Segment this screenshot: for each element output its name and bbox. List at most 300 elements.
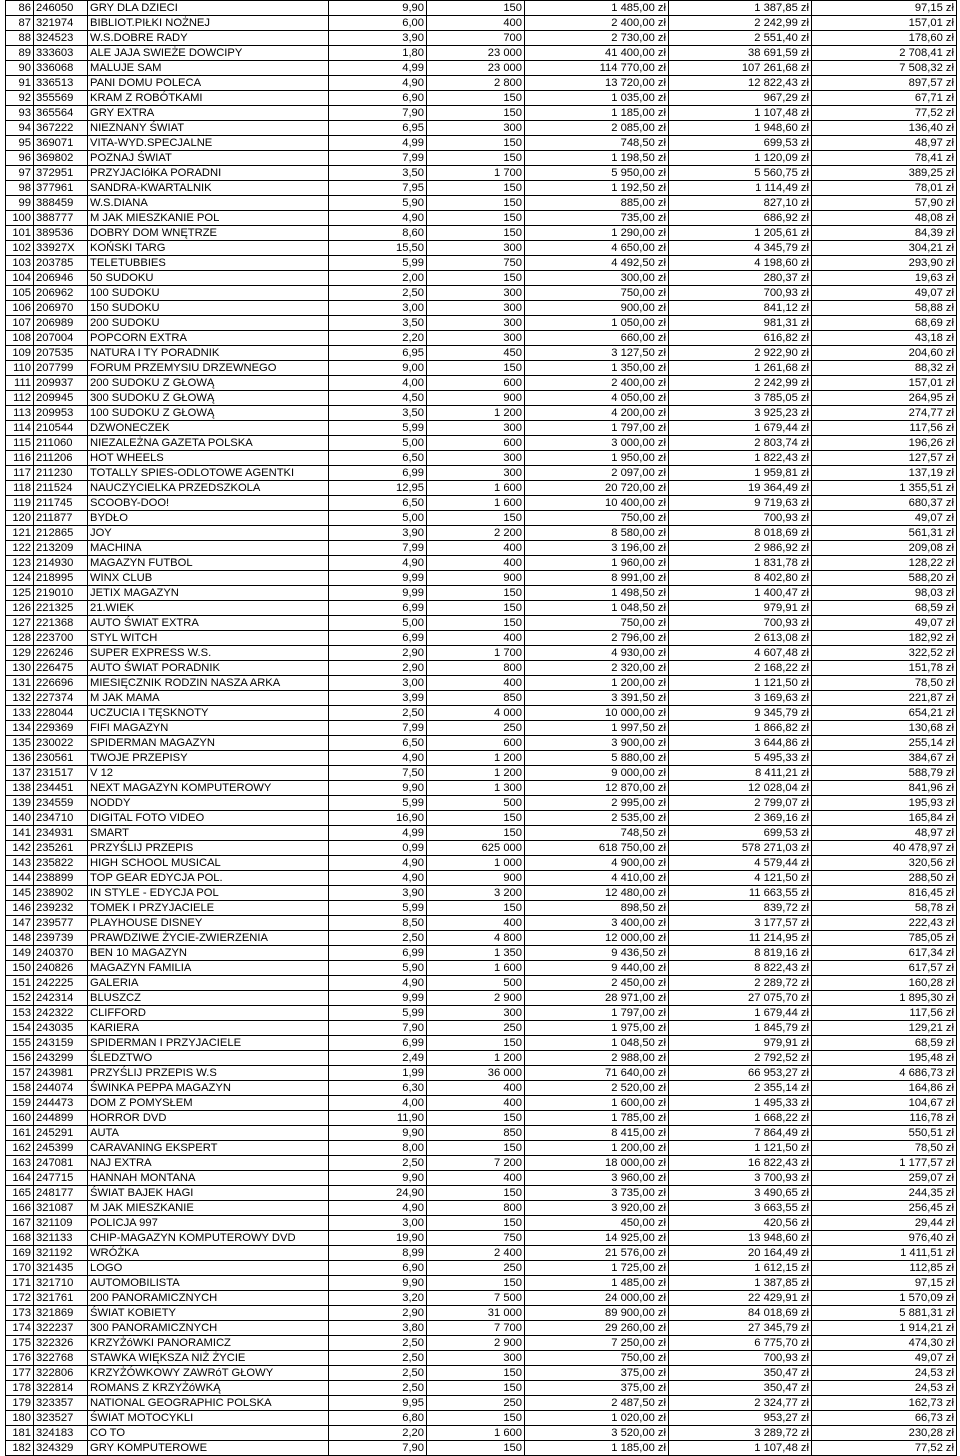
product-code: 243299 <box>34 1051 88 1066</box>
gross-value-cell: 2 995,00 zł <box>525 796 669 811</box>
net-value-cell: 1 121,50 zł <box>669 676 812 691</box>
row-number: 103 <box>6 256 34 271</box>
quantity-cell: 400 <box>427 631 525 646</box>
quantity-cell: 400 <box>427 916 525 931</box>
row-number: 170 <box>6 1261 34 1276</box>
price-cell: 2,50 <box>329 1351 427 1366</box>
title-cell: KRAM Z ROBÓTKAMI <box>88 91 329 106</box>
price-cell: 6,99 <box>329 466 427 481</box>
quantity-cell: 7 500 <box>427 1291 525 1306</box>
net-value-cell: 578 271,03 zł <box>669 841 812 856</box>
title-cell: CHIP-MAGAZYN KOMPUTEROWY DVD <box>88 1231 329 1246</box>
quantity-cell: 150 <box>427 826 525 841</box>
title-cell: AUTO ŚWIAT PORADNIK <box>88 661 329 676</box>
net-value-cell: 4 198,60 zł <box>669 256 812 271</box>
row-number: 124 <box>6 571 34 586</box>
quantity-cell: 23 000 <box>427 61 525 76</box>
net-value-cell: 22 429,91 zł <box>669 1291 812 1306</box>
row-number: 115 <box>6 436 34 451</box>
price-cell: 7,90 <box>329 106 427 121</box>
table-row <box>6 211 957 226</box>
price-cell: 8,50 <box>329 916 427 931</box>
gross-value-cell: 1 185,00 zł <box>525 106 669 121</box>
quantity-cell: 150 <box>427 1186 525 1201</box>
row-number: 89 <box>6 46 34 61</box>
net-value-cell: 2 986,92 zł <box>669 541 812 556</box>
row-number: 128 <box>6 631 34 646</box>
table-row <box>6 721 957 736</box>
vat-cell: 98,03 zł <box>812 586 957 601</box>
product-code: 206946 <box>34 271 88 286</box>
gross-value-cell: 9 436,50 zł <box>525 946 669 961</box>
title-cell: LOGO <box>88 1261 329 1276</box>
quantity-cell: 150 <box>427 91 525 106</box>
product-code: 203785 <box>34 256 88 271</box>
product-code: 323527 <box>34 1411 88 1426</box>
table-row <box>6 1441 957 1456</box>
row-number: 98 <box>6 181 34 196</box>
net-value-cell: 38 691,59 zł <box>669 46 812 61</box>
product-code: 223700 <box>34 631 88 646</box>
price-cell: 4,00 <box>329 1096 427 1111</box>
gross-value-cell: 9 440,00 zł <box>525 961 669 976</box>
product-code: 324183 <box>34 1426 88 1441</box>
title-cell: STYL WITCH <box>88 631 329 646</box>
product-code: 369071 <box>34 136 88 151</box>
product-code: 355569 <box>34 91 88 106</box>
quantity-cell: 750 <box>427 256 525 271</box>
product-code: 221325 <box>34 601 88 616</box>
quantity-cell: 150 <box>427 271 525 286</box>
table-row <box>6 1081 957 1096</box>
product-code: 242314 <box>34 991 88 1006</box>
net-value-cell: 2 803,74 zł <box>669 436 812 451</box>
gross-value-cell: 71 640,00 zł <box>525 1066 669 1081</box>
vat-cell: 130,68 zł <box>812 721 957 736</box>
product-code: 228044 <box>34 706 88 721</box>
product-code: 211060 <box>34 436 88 451</box>
table-row <box>6 151 957 166</box>
product-code: 365564 <box>34 106 88 121</box>
net-value-cell: 616,82 zł <box>669 331 812 346</box>
vat-cell: 274,77 zł <box>812 406 957 421</box>
net-value-cell: 4 607,48 zł <box>669 646 812 661</box>
row-number: 140 <box>6 811 34 826</box>
title-cell: TOTALLY SPIES-ODLOTOWE AGENTKI <box>88 466 329 481</box>
table-row <box>6 991 957 1006</box>
vat-cell: 160,28 zł <box>812 976 957 991</box>
gross-value-cell: 3 960,00 zł <box>525 1171 669 1186</box>
vat-cell: 304,21 zł <box>812 241 957 256</box>
product-code: 322806 <box>34 1366 88 1381</box>
product-code: 227374 <box>34 691 88 706</box>
vat-cell: 816,45 zł <box>812 886 957 901</box>
gross-value-cell: 1 797,00 zł <box>525 421 669 436</box>
row-number: 125 <box>6 586 34 601</box>
net-value-cell: 66 953,27 zł <box>669 1066 812 1081</box>
product-code: 206989 <box>34 316 88 331</box>
row-number: 106 <box>6 301 34 316</box>
title-cell: ŚWIAT KOBIETY <box>88 1306 329 1321</box>
title-cell: KRZYŻóWKI PANORAMICZ <box>88 1336 329 1351</box>
vat-cell: 4 686,73 zł <box>812 1066 957 1081</box>
gross-value-cell: 1 485,00 zł <box>525 1276 669 1291</box>
gross-value-cell: 1 785,00 zł <box>525 1111 669 1126</box>
table-row <box>6 811 957 826</box>
price-cell: 7,99 <box>329 721 427 736</box>
row-number: 86 <box>6 1 34 16</box>
vat-cell: 48,97 zł <box>812 136 957 151</box>
row-number: 111 <box>6 376 34 391</box>
net-value-cell: 1 495,33 zł <box>669 1096 812 1111</box>
net-value-cell: 280,37 zł <box>669 271 812 286</box>
quantity-cell: 600 <box>427 376 525 391</box>
gross-value-cell: 2 320,00 zł <box>525 661 669 676</box>
gross-value-cell: 21 576,00 zł <box>525 1246 669 1261</box>
table-row <box>6 1066 957 1081</box>
net-value-cell: 11 663,55 zł <box>669 886 812 901</box>
net-value-cell: 20 164,49 zł <box>669 1246 812 1261</box>
product-code: 238899 <box>34 871 88 886</box>
table-row <box>6 601 957 616</box>
product-code: 211206 <box>34 451 88 466</box>
product-code: 240370 <box>34 946 88 961</box>
net-value-cell: 16 822,43 zł <box>669 1156 812 1171</box>
table-row <box>6 196 957 211</box>
table-row <box>6 1351 957 1366</box>
vat-cell: 129,21 zł <box>812 1021 957 1036</box>
net-value-cell: 953,27 zł <box>669 1411 812 1426</box>
product-code: 322768 <box>34 1351 88 1366</box>
gross-value-cell: 5 880,00 zł <box>525 751 669 766</box>
title-cell: NODDY <box>88 796 329 811</box>
gross-value-cell: 4 492,50 zł <box>525 256 669 271</box>
vat-cell: 785,05 zł <box>812 931 957 946</box>
table-row <box>6 241 957 256</box>
product-code: 226246 <box>34 646 88 661</box>
row-number: 94 <box>6 121 34 136</box>
gross-value-cell: 12 000,00 zł <box>525 931 669 946</box>
vat-cell: 48,08 zł <box>812 211 957 226</box>
title-cell: 100 SUDOKU Z GŁOWĄ <box>88 406 329 421</box>
quantity-cell: 150 <box>427 211 525 226</box>
net-value-cell: 1 668,22 zł <box>669 1111 812 1126</box>
price-cell: 6,99 <box>329 601 427 616</box>
price-cell: 6,50 <box>329 451 427 466</box>
title-cell: NATURA I TY PORADNIK <box>88 346 329 361</box>
gross-value-cell: 1 997,50 zł <box>525 721 669 736</box>
title-cell: HIGH SCHOOL MUSICAL <box>88 856 329 871</box>
quantity-cell: 300 <box>427 1351 525 1366</box>
product-code: 333603 <box>34 46 88 61</box>
gross-value-cell: 300,00 zł <box>525 271 669 286</box>
net-value-cell: 2 324,77 zł <box>669 1396 812 1411</box>
gross-value-cell: 2 097,00 zł <box>525 466 669 481</box>
table-row <box>6 271 957 286</box>
price-cell: 9,99 <box>329 991 427 1006</box>
gross-value-cell: 1 725,00 zł <box>525 1261 669 1276</box>
title-cell: DOBRY DOM WNĘTRZE <box>88 226 329 241</box>
net-value-cell: 1 400,47 zł <box>669 586 812 601</box>
gross-value-cell: 1 048,50 zł <box>525 601 669 616</box>
title-cell: FIFI MAGAZYN <box>88 721 329 736</box>
quantity-cell: 450 <box>427 346 525 361</box>
quantity-cell: 150 <box>427 586 525 601</box>
title-cell: NAUCZYCIELKA PRZEDSZKOLA <box>88 481 329 496</box>
title-cell: SMART <box>88 826 329 841</box>
row-number: 167 <box>6 1216 34 1231</box>
table-row <box>6 331 957 346</box>
table-row <box>6 751 957 766</box>
vat-cell: 49,07 zł <box>812 616 957 631</box>
price-cell: 7,95 <box>329 181 427 196</box>
table-row <box>6 481 957 496</box>
product-code: 211524 <box>34 481 88 496</box>
price-cell: 3,90 <box>329 526 427 541</box>
row-number: 169 <box>6 1246 34 1261</box>
gross-value-cell: 1 048,50 zł <box>525 1036 669 1051</box>
product-code: 389536 <box>34 226 88 241</box>
gross-value-cell: 2 400,00 zł <box>525 16 669 31</box>
vat-cell: 78,41 zł <box>812 151 957 166</box>
quantity-cell: 300 <box>427 286 525 301</box>
quantity-cell: 36 000 <box>427 1066 525 1081</box>
title-cell: HORROR DVD <box>88 1111 329 1126</box>
vat-cell: 550,51 zł <box>812 1126 957 1141</box>
product-code: 244899 <box>34 1111 88 1126</box>
quantity-cell: 150 <box>427 361 525 376</box>
gross-value-cell: 1 050,00 zł <box>525 316 669 331</box>
product-code: 242322 <box>34 1006 88 1021</box>
gross-value-cell: 8 580,00 zł <box>525 526 669 541</box>
net-value-cell: 8 819,16 zł <box>669 946 812 961</box>
net-value-cell: 2 355,14 zł <box>669 1081 812 1096</box>
net-value-cell: 1 261,68 zł <box>669 361 812 376</box>
table-row <box>6 1366 957 1381</box>
gross-value-cell: 41 400,00 zł <box>525 46 669 61</box>
vat-cell: 58,78 zł <box>812 901 957 916</box>
gross-value-cell: 2 400,00 zł <box>525 376 669 391</box>
vat-cell: 1 355,51 zł <box>812 481 957 496</box>
vat-cell: 104,67 zł <box>812 1096 957 1111</box>
quantity-cell: 150 <box>427 901 525 916</box>
vat-cell: 196,26 zł <box>812 436 957 451</box>
row-number: 151 <box>6 976 34 991</box>
title-cell: UCZUCIA I TĘSKNOTY <box>88 706 329 721</box>
quantity-cell: 150 <box>427 1111 525 1126</box>
net-value-cell: 3 644,86 zł <box>669 736 812 751</box>
price-cell: 5,00 <box>329 436 427 451</box>
title-cell: TOP GEAR EDYCJA POL. <box>88 871 329 886</box>
row-number: 112 <box>6 391 34 406</box>
net-value-cell: 3 490,65 zł <box>669 1186 812 1201</box>
vat-cell: 244,35 zł <box>812 1186 957 1201</box>
gross-value-cell: 375,00 zł <box>525 1381 669 1396</box>
title-cell: 21.WIEK <box>88 601 329 616</box>
row-number: 122 <box>6 541 34 556</box>
product-code: 206962 <box>34 286 88 301</box>
product-code: 321435 <box>34 1261 88 1276</box>
price-cell: 4,50 <box>329 391 427 406</box>
quantity-cell: 300 <box>427 301 525 316</box>
price-cell: 6,90 <box>329 91 427 106</box>
row-number: 129 <box>6 646 34 661</box>
title-cell: BLUSZCZ <box>88 991 329 1006</box>
quantity-cell: 4 800 <box>427 931 525 946</box>
title-cell: JOY <box>88 526 329 541</box>
product-code: 238902 <box>34 886 88 901</box>
table-row <box>6 1276 957 1291</box>
row-number: 148 <box>6 931 34 946</box>
price-cell: 1,80 <box>329 46 427 61</box>
row-number: 113 <box>6 406 34 421</box>
quantity-cell: 600 <box>427 436 525 451</box>
data-table <box>5 0 957 1456</box>
title-cell: SCOOBY-DOO! <box>88 496 329 511</box>
gross-value-cell: 750,00 zł <box>525 616 669 631</box>
product-code: 221368 <box>34 616 88 631</box>
price-cell: 9,90 <box>329 1276 427 1291</box>
net-value-cell: 1 679,44 zł <box>669 421 812 436</box>
row-number: 99 <box>6 196 34 211</box>
title-cell: ALE JAJA SWIEŻE DOWCIPY <box>88 46 329 61</box>
product-code: 372951 <box>34 166 88 181</box>
table-row <box>6 706 957 721</box>
product-code: 321109 <box>34 1216 88 1231</box>
quantity-cell: 1 600 <box>427 481 525 496</box>
quantity-cell: 400 <box>427 1096 525 1111</box>
quantity-cell: 23 000 <box>427 46 525 61</box>
row-number: 108 <box>6 331 34 346</box>
vat-cell: 29,44 zł <box>812 1216 957 1231</box>
gross-value-cell: 4 200,00 zł <box>525 406 669 421</box>
net-value-cell: 4 121,50 zł <box>669 871 812 886</box>
net-value-cell: 841,12 zł <box>669 301 812 316</box>
product-code: 207004 <box>34 331 88 346</box>
gross-value-cell: 900,00 zł <box>525 301 669 316</box>
vat-cell: 78,01 zł <box>812 181 957 196</box>
net-value-cell: 3 925,23 zł <box>669 406 812 421</box>
quantity-cell: 1 700 <box>427 166 525 181</box>
title-cell: W.S.DOBRE RADY <box>88 31 329 46</box>
table-row <box>6 1261 957 1276</box>
gross-value-cell: 3 000,00 zł <box>525 436 669 451</box>
product-code: 234710 <box>34 811 88 826</box>
price-cell: 5,99 <box>329 901 427 916</box>
row-number: 126 <box>6 601 34 616</box>
row-number: 174 <box>6 1321 34 1336</box>
row-number: 120 <box>6 511 34 526</box>
quantity-cell: 150 <box>427 811 525 826</box>
vat-cell: 897,57 zł <box>812 76 957 91</box>
product-code: 234559 <box>34 796 88 811</box>
gross-value-cell: 3 400,00 zł <box>525 916 669 931</box>
table-row <box>6 646 957 661</box>
quantity-cell: 300 <box>427 451 525 466</box>
quantity-cell: 300 <box>427 421 525 436</box>
net-value-cell: 1 612,15 zł <box>669 1261 812 1276</box>
quantity-cell: 150 <box>427 1036 525 1051</box>
product-code: 244074 <box>34 1081 88 1096</box>
net-value-cell: 4 579,44 zł <box>669 856 812 871</box>
price-cell: 5,99 <box>329 256 427 271</box>
quantity-cell: 900 <box>427 571 525 586</box>
vat-cell: 1 177,57 zł <box>812 1156 957 1171</box>
net-value-cell: 839,72 zł <box>669 901 812 916</box>
product-code: 234931 <box>34 826 88 841</box>
title-cell: SUPER EXPRESS W.S. <box>88 646 329 661</box>
title-cell: TWOJE PRZEPISY <box>88 751 329 766</box>
table-row <box>6 1231 957 1246</box>
row-number: 121 <box>6 526 34 541</box>
title-cell: W.S.DIANA <box>88 196 329 211</box>
gross-value-cell: 750,00 zł <box>525 511 669 526</box>
price-cell: 6,90 <box>329 1261 427 1276</box>
gross-value-cell: 450,00 zł <box>525 1216 669 1231</box>
quantity-cell: 900 <box>427 391 525 406</box>
net-value-cell: 1 120,09 zł <box>669 151 812 166</box>
table-row <box>6 181 957 196</box>
net-value-cell: 3 289,72 zł <box>669 1426 812 1441</box>
price-cell: 9,99 <box>329 571 427 586</box>
quantity-cell: 250 <box>427 1021 525 1036</box>
row-number: 91 <box>6 76 34 91</box>
row-number: 95 <box>6 136 34 151</box>
table-row <box>6 901 957 916</box>
row-number: 139 <box>6 796 34 811</box>
price-cell: 2,90 <box>329 661 427 676</box>
quantity-cell: 625 000 <box>427 841 525 856</box>
price-cell: 6,00 <box>329 16 427 31</box>
row-number: 168 <box>6 1231 34 1246</box>
price-cell: 6,30 <box>329 1081 427 1096</box>
row-number: 164 <box>6 1171 34 1186</box>
table-row <box>6 541 957 556</box>
product-code: 231517 <box>34 766 88 781</box>
net-value-cell: 12 028,04 zł <box>669 781 812 796</box>
product-code: 369802 <box>34 151 88 166</box>
row-number: 104 <box>6 271 34 286</box>
quantity-cell: 150 <box>427 1366 525 1381</box>
price-cell: 11,90 <box>329 1111 427 1126</box>
table-row <box>6 1396 957 1411</box>
product-code: 243159 <box>34 1036 88 1051</box>
gross-value-cell: 1 960,00 zł <box>525 556 669 571</box>
net-value-cell: 3 169,63 zł <box>669 691 812 706</box>
vat-cell: 389,25 zł <box>812 166 957 181</box>
net-value-cell: 3 785,05 zł <box>669 391 812 406</box>
table-row <box>6 856 957 871</box>
quantity-cell: 300 <box>427 316 525 331</box>
quantity-cell: 600 <box>427 736 525 751</box>
vat-cell: 40 478,97 zł <box>812 841 957 856</box>
price-cell: 7,99 <box>329 151 427 166</box>
net-value-cell: 27 345,79 zł <box>669 1321 812 1336</box>
quantity-cell: 150 <box>427 616 525 631</box>
title-cell: ŚWIAT BAJEK HAGI <box>88 1186 329 1201</box>
net-value-cell: 3 177,57 zł <box>669 916 812 931</box>
quantity-cell: 400 <box>427 556 525 571</box>
net-value-cell: 827,10 zł <box>669 196 812 211</box>
price-cell: 6,50 <box>329 496 427 511</box>
row-number: 109 <box>6 346 34 361</box>
vat-cell: 588,79 zł <box>812 766 957 781</box>
gross-value-cell: 8 415,00 zł <box>525 1126 669 1141</box>
quantity-cell: 150 <box>427 1381 525 1396</box>
vat-cell: 1 411,51 zł <box>812 1246 957 1261</box>
table-row <box>6 1171 957 1186</box>
row-number: 150 <box>6 961 34 976</box>
